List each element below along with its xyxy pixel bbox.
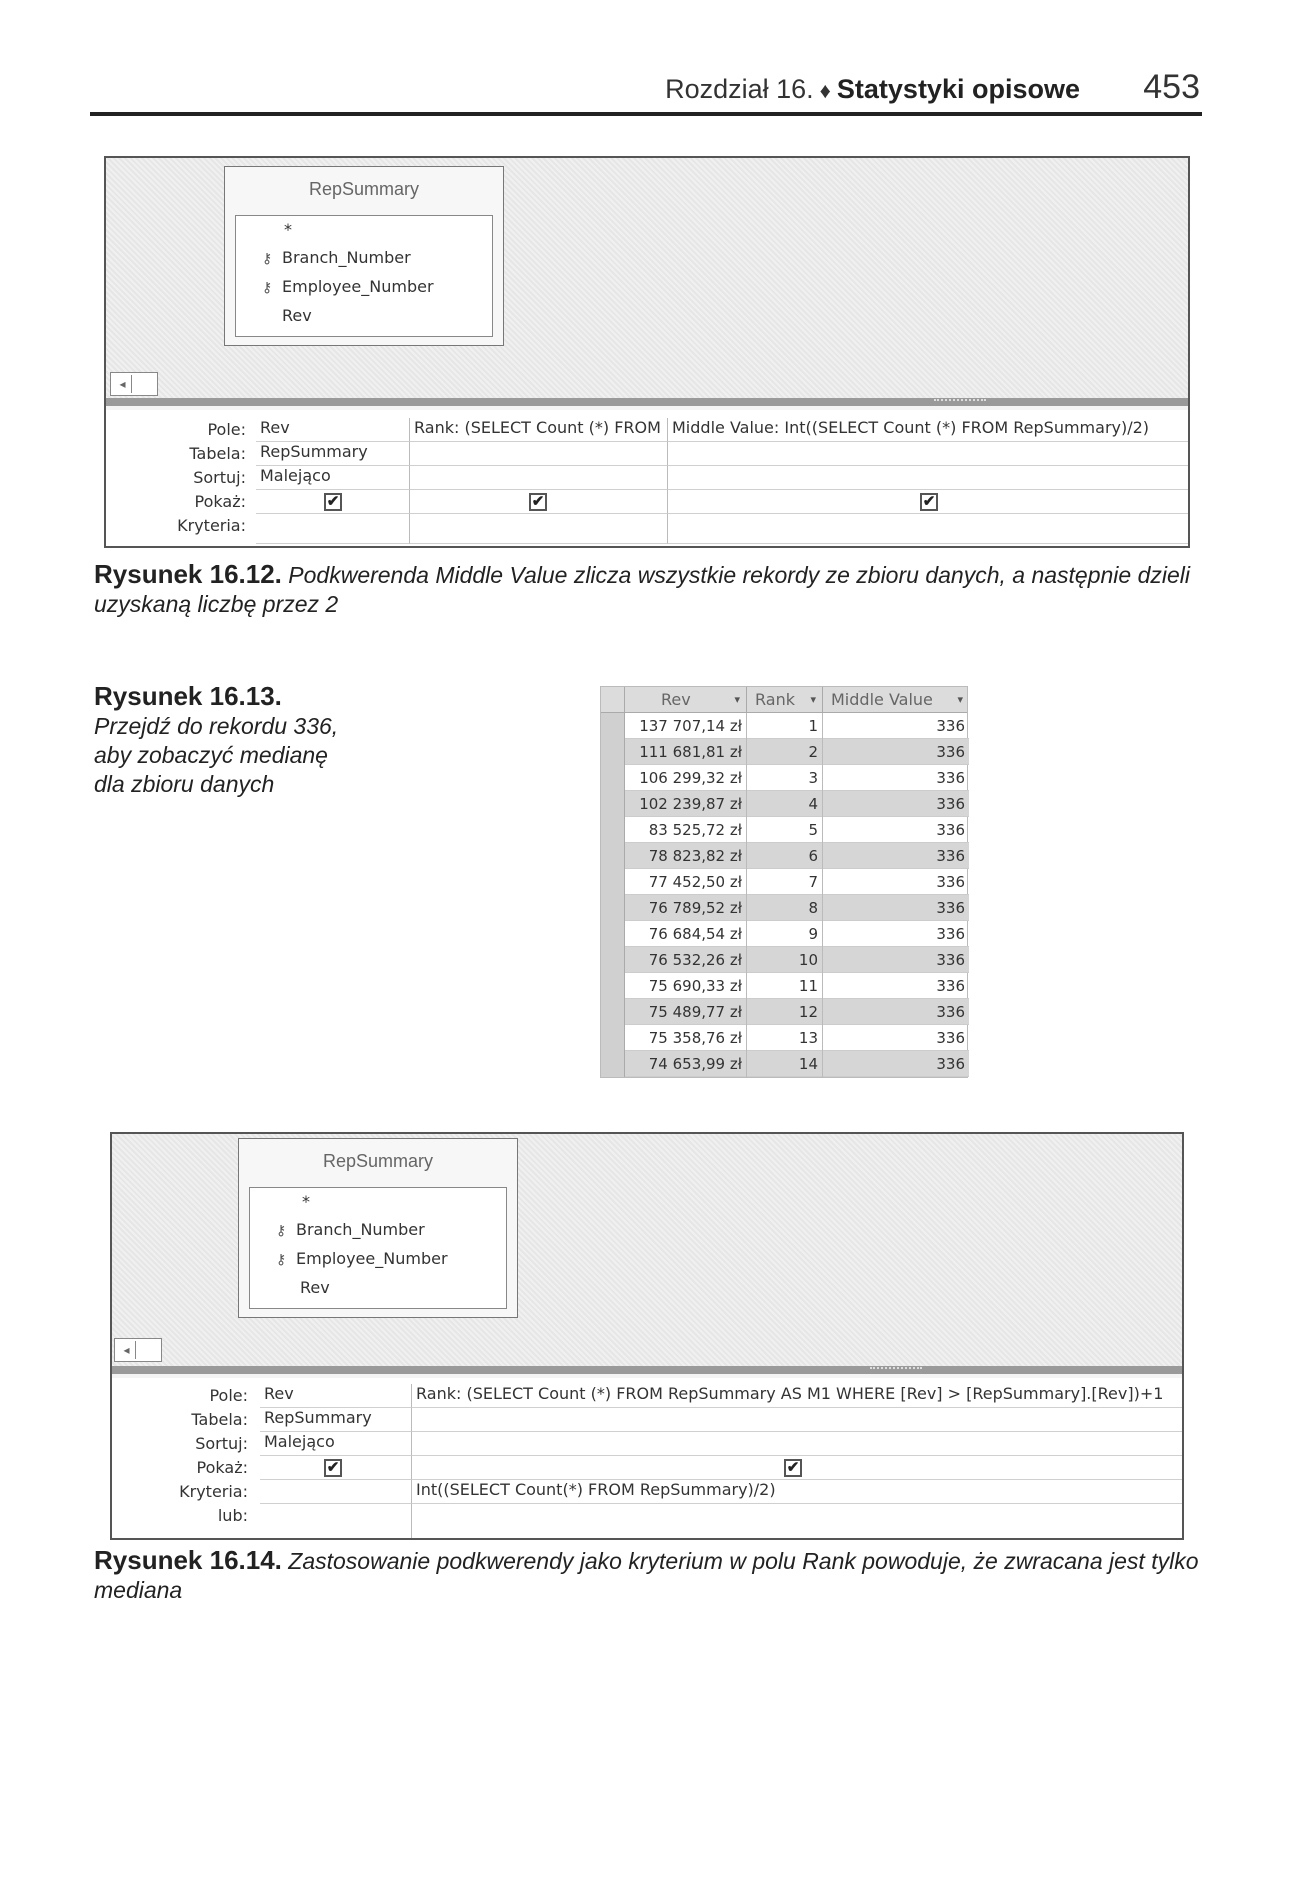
running-header — [90, 66, 1202, 116]
cell-rank[interactable]: 14 — [747, 1051, 823, 1077]
cell-tabela-rank[interactable] — [410, 442, 668, 466]
table-row[interactable] — [625, 869, 969, 895]
table-pane — [106, 158, 1188, 398]
record-selector-column[interactable] — [601, 713, 625, 1077]
key-icon: ⚷ — [262, 280, 273, 296]
checkbox-checked-icon[interactable]: ✔ — [324, 493, 342, 511]
cell-rank[interactable]: 12 — [747, 999, 823, 1025]
figure-16-14-query-designer — [110, 1132, 1184, 1540]
figure-16-12-caption — [94, 560, 1204, 619]
field-rev[interactable]: Rev — [300, 1278, 330, 1297]
table-row[interactable] — [625, 1025, 969, 1051]
cell-rank[interactable]: 4 — [747, 791, 823, 817]
cell-rank[interactable]: 13 — [747, 1025, 823, 1051]
field-star[interactable]: * — [302, 1192, 310, 1211]
field-branch-number[interactable]: ⚷ Branch_Number — [276, 1220, 425, 1239]
row-label-sortuj: Sortuj: — [195, 1434, 248, 1453]
row-label-kryteria: Kryteria: — [177, 516, 246, 535]
table-row[interactable] — [625, 817, 969, 843]
cell-rev[interactable]: 77 452,50 zł — [625, 869, 747, 895]
field-list — [235, 215, 493, 337]
cell-rev[interactable]: 137 707,14 zł — [625, 713, 747, 739]
table-row[interactable] — [625, 999, 969, 1025]
key-icon: ⚷ — [276, 1223, 287, 1239]
cell-rev[interactable]: 83 525,72 zł — [625, 817, 747, 843]
cell-middle-value[interactable]: 336 — [936, 1029, 965, 1047]
cell-rev[interactable]: 76 684,54 zł — [625, 921, 747, 947]
row-label-tabela: Tabela: — [189, 444, 246, 463]
field-employee-number[interactable]: ⚷ Employee_Number — [262, 277, 434, 296]
table-row[interactable] — [625, 973, 969, 999]
cell-rev[interactable]: 76 532,26 zł — [625, 947, 747, 973]
table-pane — [112, 1134, 1182, 1366]
caption-text: Podkwerenda Middle Value zlicza wszystkie rekordy ze zbioru danych, a następnie dzieli uzyskaną liczbę przez 2 — [94, 562, 1190, 617]
cell-rev[interactable]: 76 789,52 zł — [625, 895, 747, 921]
caption-line: Przejdź do rekordu 336, — [94, 713, 339, 739]
cell-rev[interactable]: 74 653,99 zł — [625, 1051, 747, 1077]
cell-rank[interactable]: 6 — [747, 843, 823, 869]
column-header-rank[interactable]: Rank ▾ — [747, 687, 823, 713]
cell-sortuj-middle-value[interactable] — [668, 466, 1190, 490]
cell-rev[interactable]: 106 299,32 zł — [625, 765, 747, 791]
cell-pole-rank[interactable]: Rank: (SELECT Count (*) FROM — [410, 418, 668, 442]
field-branch-number[interactable]: ⚷ Branch_Number — [262, 248, 411, 267]
cell-middle-value[interactable]: 336 — [936, 899, 965, 917]
column-header-middle-value[interactable]: Middle Value ▾ — [823, 687, 969, 713]
cell-rank[interactable]: 9 — [747, 921, 823, 947]
row-label-kryteria: Kryteria: — [179, 1482, 248, 1501]
dropdown-arrow-icon[interactable]: ▾ — [810, 693, 816, 706]
cell-rank[interactable]: 10 — [747, 947, 823, 973]
chapter-title: Statystyki opisowe — [836, 74, 1080, 104]
cell-middle-value[interactable]: 336 — [936, 977, 965, 995]
row-label-tabela: Tabela: — [191, 1410, 248, 1429]
field-star[interactable]: * — [284, 220, 292, 239]
cell-rev[interactable]: 102 239,87 zł — [625, 791, 747, 817]
cell-tabela-middle-value[interactable] — [668, 442, 1190, 466]
caption-line: dla zbioru danych — [94, 771, 275, 797]
page-number: 453 — [1143, 68, 1200, 106]
row-label-pole: Pole: — [209, 1386, 248, 1405]
design-grid — [112, 1378, 1184, 1540]
row-label-lub: lub: — [217, 1506, 248, 1525]
caption-label: Rysunek 16.14. — [94, 1545, 282, 1575]
cell-middle-value[interactable]: 336 — [936, 847, 965, 865]
cell-pole-middle-value[interactable]: Middle Value: Int((SELECT Count (*) FROM RepSummary)/2) — [668, 418, 1190, 442]
caption-text: Zastosowanie podkwerendy jako kryterium w polu Rank powoduje, że zwracana jest tylko mediana — [94, 1548, 1199, 1603]
row-label-pokaz: Pokaż: — [196, 1458, 248, 1477]
cell-kryteria-middle-value[interactable] — [668, 514, 1190, 544]
checkbox-checked-icon[interactable]: ✔ — [324, 1459, 342, 1477]
cell-middle-value[interactable]: 336 — [936, 795, 965, 813]
checkbox-checked-icon[interactable]: ✔ — [784, 1459, 802, 1477]
cell-middle-value[interactable]: 336 — [936, 1055, 965, 1073]
cell-rank[interactable]: 5 — [747, 817, 823, 843]
cell-tabela-rev[interactable]: RepSummary — [260, 1408, 412, 1432]
caption-label: Rysunek 16.13. — [94, 681, 282, 711]
key-icon: ⚷ — [276, 1252, 287, 1268]
field-list — [249, 1187, 507, 1309]
design-grid — [106, 410, 1190, 548]
scroll-left-arrow-icon[interactable]: ◂ — [118, 1341, 136, 1359]
repsummary-table-box[interactable] — [238, 1138, 518, 1318]
figure-16-13-caption — [94, 680, 394, 799]
dropdown-arrow-icon[interactable]: ▾ — [734, 693, 740, 706]
cell-middle-value[interactable]: 336 — [936, 873, 965, 891]
row-label-pokaz: Pokaż: — [194, 492, 246, 511]
checkbox-checked-icon[interactable]: ✔ — [920, 493, 938, 511]
cell-rank[interactable]: 7 — [747, 869, 823, 895]
cell-rev[interactable]: 75 358,76 zł — [625, 1025, 747, 1051]
checkbox-checked-icon[interactable]: ✔ — [529, 493, 547, 511]
cell-rev[interactable]: 78 823,82 zł — [625, 843, 747, 869]
cell-sortuj-rank[interactable] — [412, 1432, 1184, 1456]
cell-rev[interactable]: 111 681,81 zł — [625, 739, 747, 765]
field-employee-number[interactable]: ⚷ Employee_Number — [276, 1249, 448, 1268]
key-icon: ⚷ — [262, 251, 273, 267]
cell-rank[interactable]: 8 — [747, 895, 823, 921]
column-header-rev[interactable]: Rev ▾ — [625, 687, 747, 713]
diamond-separator-icon: ♦ — [819, 78, 831, 103]
horizontal-scrollbar[interactable] — [110, 372, 158, 396]
cell-middle-value[interactable]: 336 — [936, 925, 965, 943]
cell-middle-value[interactable]: 336 — [936, 769, 965, 787]
cell-pole-rev[interactable]: Rev — [256, 418, 410, 442]
figure-16-12-query-designer — [104, 156, 1190, 548]
dropdown-arrow-icon[interactable]: ▾ — [957, 693, 963, 706]
cell-pole-rev[interactable]: Rev — [260, 1384, 412, 1408]
cell-middle-value[interactable]: 336 — [936, 951, 965, 969]
cell-rank[interactable]: 3 — [747, 765, 823, 791]
figure-16-14-caption — [94, 1546, 1204, 1605]
row-label-pole: Pole: — [207, 420, 246, 439]
table-row[interactable] — [625, 791, 969, 817]
cell-middle-value[interactable]: 336 — [936, 743, 965, 761]
header-selector[interactable] — [601, 687, 625, 713]
cell-lub-rev[interactable] — [260, 1504, 412, 1540]
cell-lub-rank[interactable] — [412, 1504, 1184, 1540]
pane-splitter[interactable] — [112, 1366, 1182, 1374]
cell-rank[interactable]: 11 — [747, 973, 823, 999]
chapter-heading — [665, 74, 1080, 105]
cell-rev[interactable]: 75 489,77 zł — [625, 999, 747, 1025]
row-label-sortuj: Sortuj: — [193, 468, 246, 487]
cell-pole-rank[interactable]: Rank: (SELECT Count (*) FROM RepSummary AS M1 WHERE [Rev] > [RepSummary].[Rev])+1 — [412, 1384, 1184, 1408]
datasheet-header — [601, 687, 967, 713]
cell-middle-value[interactable]: 336 — [936, 1003, 965, 1021]
cell-rank[interactable]: 1 — [747, 713, 823, 739]
field-rev[interactable]: Rev — [282, 306, 312, 325]
table-row[interactable] — [625, 947, 969, 973]
cell-kryteria-rev[interactable] — [256, 514, 410, 544]
cell-kryteria-rank[interactable] — [410, 514, 668, 544]
cell-tabela-rank[interactable] — [412, 1408, 1184, 1432]
caption-label: Rysunek 16.12. — [94, 559, 282, 589]
table-row[interactable] — [625, 921, 969, 947]
cell-middle-value[interactable]: 336 — [936, 717, 965, 735]
table-box-title: RepSummary — [322, 1151, 434, 1171]
table-row[interactable] — [625, 765, 969, 791]
cell-sortuj-rev[interactable]: Malejąco — [260, 1432, 412, 1456]
caption-line: aby zobaczyć medianę — [94, 742, 328, 768]
scroll-left-arrow-icon[interactable]: ◂ — [114, 375, 132, 393]
table-box-title: RepSummary — [308, 179, 420, 199]
cell-middle-value[interactable]: 336 — [936, 821, 965, 839]
cell-sortuj-rev[interactable]: Malejąco — [256, 466, 410, 490]
pane-splitter[interactable] — [106, 398, 1188, 406]
cell-rank[interactable]: 2 — [747, 739, 823, 765]
cell-kryteria-rev[interactable] — [260, 1480, 412, 1504]
table-row[interactable] — [625, 895, 969, 921]
figure-16-13-datasheet — [600, 686, 968, 1078]
table-row[interactable] — [625, 1051, 969, 1077]
cell-tabela-rev[interactable]: RepSummary — [256, 442, 410, 466]
horizontal-scrollbar[interactable] — [114, 1338, 162, 1362]
cell-rev[interactable]: 75 690,33 zł — [625, 973, 747, 999]
splitter-grip[interactable] — [934, 399, 986, 404]
splitter-grip[interactable] — [870, 1367, 922, 1372]
cell-sortuj-rank[interactable] — [410, 466, 668, 490]
table-row[interactable] — [625, 713, 969, 739]
table-row[interactable] — [625, 739, 969, 765]
table-row[interactable] — [625, 843, 969, 869]
cell-kryteria-rank[interactable]: Int((SELECT Count(*) FROM RepSummary)/2) — [412, 1480, 1184, 1504]
chapter-number: Rozdział 16. — [665, 74, 814, 104]
repsummary-table-box[interactable] — [224, 166, 504, 346]
